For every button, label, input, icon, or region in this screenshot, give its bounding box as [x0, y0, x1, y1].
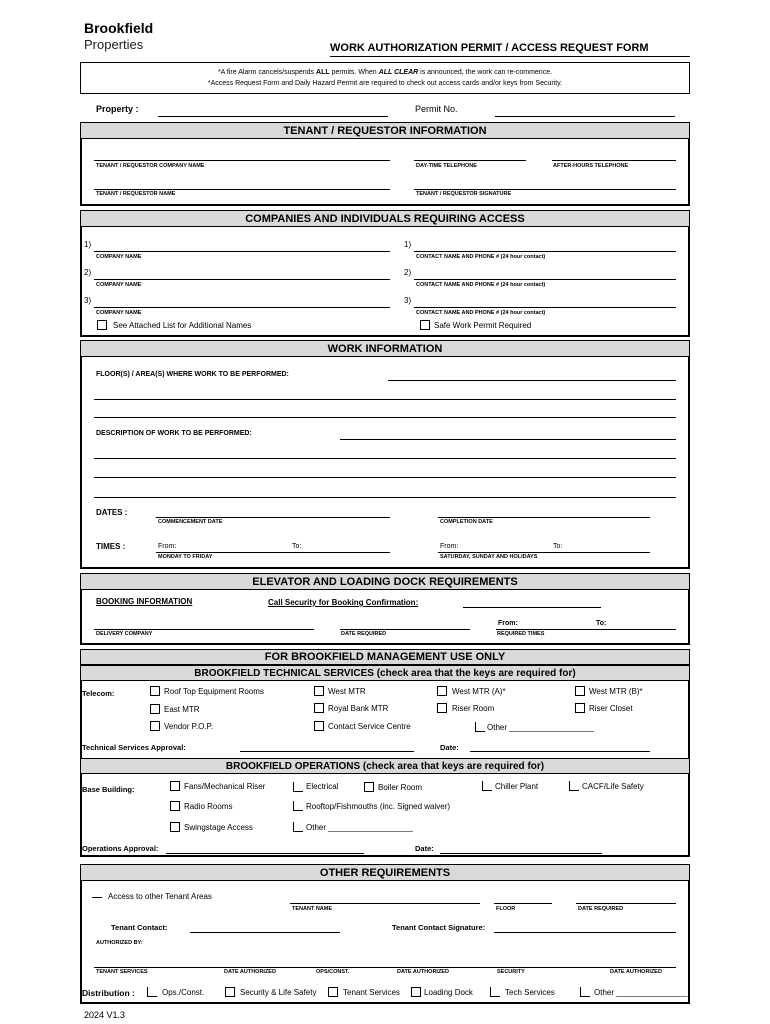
management-header: FOR BROOKFIELD MANAGEMENT USE ONLY	[80, 649, 690, 665]
version-label: 2024 V1.3	[84, 1010, 126, 1020]
riser-room-checkbox[interactable]	[437, 703, 447, 713]
elevator-header: ELEVATOR AND LOADING DOCK REQUIREMENTS	[80, 573, 690, 590]
contact-1-label: CONTACT NAME AND PHONE # (24 hour contact)	[416, 254, 546, 260]
dist-ops-checkbox[interactable]	[147, 987, 157, 997]
see-attached-label: See Attached List for Additional Names	[113, 321, 252, 330]
roof-top-checkbox[interactable]	[150, 686, 160, 696]
other-date-field[interactable]	[576, 903, 676, 904]
radio-rooms-checkbox[interactable]	[170, 801, 180, 811]
tech-other-label: Other ___________________	[487, 723, 594, 732]
delivery-company-field[interactable]	[94, 629, 314, 630]
contact-2-field[interactable]	[414, 279, 676, 280]
sig-ops-const: OPS/CONST.	[316, 969, 350, 975]
elevator-times-field[interactable]	[496, 629, 676, 630]
other-section	[80, 864, 690, 1004]
contact-row-1-num: 1)	[404, 240, 412, 249]
permit-field[interactable]	[495, 116, 675, 117]
dist-other-checkbox[interactable]	[580, 987, 590, 997]
company-2-label: COMPANY NAME	[96, 282, 142, 288]
company-row-3-num: 3)	[84, 296, 92, 305]
see-attached-checkbox[interactable]	[97, 320, 107, 330]
chiller-checkbox[interactable]	[482, 781, 492, 791]
royal-bank-label: Royal Bank MTR	[328, 704, 389, 713]
riser-room-label: Riser Room	[452, 704, 495, 713]
property-label: Property :	[96, 104, 139, 114]
tech-other-checkbox[interactable]	[475, 722, 485, 732]
companies-section	[80, 210, 690, 337]
contact-row-3-num: 3)	[404, 296, 412, 305]
floors-label: FLOOR(S) / AREA(S) WHERE WORK TO BE PERFORMED:	[96, 371, 289, 378]
dist-tenant-checkbox[interactable]	[328, 987, 338, 997]
dist-loading-label: Loading Dock	[424, 988, 473, 997]
floors-line-2[interactable]	[94, 399, 676, 400]
description-line-4[interactable]	[94, 497, 676, 498]
company-row-1-num: 1)	[84, 240, 92, 249]
tenant-company-field[interactable]	[94, 160, 390, 161]
description-field[interactable]	[340, 439, 676, 440]
authorized-by-label: AUTHORIZED BY:	[96, 940, 143, 946]
notice-line-1: *A fire Alarm cancels/suspends ALL permits. When ALL CLEAR is announced, the work can re-commence.	[217, 69, 553, 76]
companies-header: COMPANIES AND INDIVIDUALS REQUIRING ACCESS	[80, 210, 690, 227]
description-line-3[interactable]	[94, 477, 676, 478]
weekend-times-field[interactable]	[438, 552, 650, 553]
west-mtr-b-label: West MTR (B)*	[589, 687, 643, 696]
contact-service-checkbox[interactable]	[314, 721, 324, 731]
dist-tech-checkbox[interactable]	[490, 987, 500, 997]
electrical-checkbox[interactable]	[293, 782, 303, 792]
weekend-from-label: From:	[440, 543, 459, 550]
logo-properties: Properties	[84, 37, 144, 52]
contact-service-label: Contact Service Centre	[328, 722, 411, 731]
day-phone-field[interactable]	[414, 160, 526, 161]
west-mtr-label: West MTR	[328, 687, 366, 696]
floors-field[interactable]	[388, 380, 676, 381]
access-other-checkbox[interactable]	[92, 897, 102, 898]
sig-tenant-services: TENANT SERVICES	[96, 969, 148, 975]
vendor-pop-checkbox[interactable]	[150, 721, 160, 731]
ops-date-label: Date:	[415, 844, 434, 853]
work-header: WORK INFORMATION	[80, 340, 690, 357]
call-security-label: Call Security for Booking Confirmation:	[268, 598, 419, 607]
sig-date-3: DATE AUTHORIZED	[610, 969, 662, 975]
floor-label: FLOOR	[496, 906, 516, 912]
ops-approval-field[interactable]	[166, 853, 364, 854]
electrical-label: Electrical	[306, 782, 339, 791]
swingstage-checkbox[interactable]	[170, 822, 180, 832]
requestor-signature-label: TENANT / REQUESTOR SIGNATURE	[416, 191, 512, 197]
rooftop-label: Rooftop/Fishmouths (inc. Signed waiver)	[306, 802, 451, 811]
weekday-label: MONDAY TO FRIDAY	[158, 554, 213, 560]
tenant-contact-field[interactable]	[190, 932, 340, 933]
contact-3-field[interactable]	[414, 307, 676, 308]
booking-confirmation-field[interactable]	[463, 607, 601, 608]
floors-line-3[interactable]	[94, 417, 676, 418]
weekend-label: SATURDAY, SUNDAY AND HOLIDAYS	[440, 554, 538, 560]
contact-2-label: CONTACT NAME AND PHONE # (24 hour contact)	[416, 282, 546, 288]
company-1-field[interactable]	[94, 251, 390, 252]
floor-field[interactable]	[494, 903, 552, 904]
notice-line-2: *Access Request Form and Daily Hazard Permit are required to check out access cards and/or keys from Security.	[207, 80, 563, 87]
riser-closet-checkbox[interactable]	[575, 703, 585, 713]
requestor-name-label: TENANT / REQUESTOR NAME	[96, 191, 176, 197]
tenant-signature-label: Tenant Contact Signature:	[392, 923, 486, 932]
west-mtr-b-checkbox[interactable]	[575, 686, 585, 696]
distribution-label: Distribution :	[82, 988, 135, 998]
company-1-label: COMPANY NAME	[96, 254, 142, 260]
permit-label: Permit No.	[415, 104, 458, 114]
booking-label: BOOKING INFORMATION	[96, 597, 193, 606]
other-date-label: DATE REQUIRED	[578, 906, 624, 912]
tech-date-field[interactable]	[470, 751, 650, 752]
weekday-times-field[interactable]	[156, 552, 390, 553]
contact-row-2-num: 2)	[404, 268, 412, 277]
royal-bank-checkbox[interactable]	[314, 703, 324, 713]
dist-tenant-label: Tenant Services	[343, 988, 400, 997]
commencement-label: COMMENCEMENT DATE	[158, 519, 223, 525]
east-mtr-label: East MTR	[164, 705, 200, 714]
authorization-line[interactable]	[94, 967, 676, 968]
ops-header: BROOKFIELD OPERATIONS (check area that keys are required for)	[80, 758, 690, 774]
ops-approval-label: Operations Approval:	[82, 844, 159, 853]
sig-security: SECURITY	[497, 969, 525, 975]
ops-date-field[interactable]	[440, 853, 602, 854]
sig-date-1: DATE AUTHORIZED	[224, 969, 276, 975]
access-other-label: Access to other Tenant Areas	[108, 892, 212, 901]
elevator-date-field[interactable]	[340, 629, 470, 630]
riser-closet-label: Riser Closet	[589, 704, 633, 713]
delivery-company-label: DELIVERY COMPANY	[96, 631, 153, 637]
tech-approval-label: Technical Services Approval:	[82, 743, 186, 752]
tenant-header: TENANT / REQUESTOR INFORMATION	[80, 122, 690, 139]
weekday-to-label: To:	[292, 543, 302, 550]
weekday-from-label: From:	[158, 543, 177, 550]
elevator-to-label: To:	[596, 620, 607, 627]
dist-security-label: Security & Life Safety	[240, 988, 317, 997]
form-title: WORK AUTHORIZATION PERMIT / ACCESS REQUEST FORM	[330, 42, 649, 54]
description-line-2[interactable]	[94, 458, 676, 459]
tenant-name-field[interactable]	[290, 903, 480, 904]
other-header: OTHER REQUIREMENTS	[80, 864, 690, 881]
radio-rooms-label: Radio Rooms	[184, 802, 233, 811]
property-field[interactable]	[158, 116, 388, 117]
sig-date-2: DATE AUTHORIZED	[397, 969, 449, 975]
company-3-field[interactable]	[94, 307, 390, 308]
contact-1-field[interactable]	[414, 251, 676, 252]
fans-label: Fans/Mechanical Riser	[184, 782, 266, 791]
dist-tech-label: Tech Services	[505, 988, 555, 997]
vendor-pop-label: Vendor P.O.P.	[164, 722, 214, 731]
tech-header: BROOKFIELD TECHNICAL SERVICES (check area that the keys are required for)	[80, 665, 690, 681]
dist-other-label: Other ________________	[594, 988, 688, 997]
rooftop-checkbox[interactable]	[293, 801, 303, 811]
telecom-label: Telecom:	[82, 689, 115, 698]
company-2-field[interactable]	[94, 279, 390, 280]
dist-loading-checkbox[interactable]	[411, 987, 421, 997]
ops-other-checkbox[interactable]	[293, 822, 303, 832]
weekend-to-label: To:	[553, 543, 563, 550]
swingstage-label: Swingstage Access	[184, 823, 253, 832]
boiler-label: Boiler Room	[378, 783, 423, 792]
times-label: TIMES :	[96, 542, 126, 551]
requestor-name-field[interactable]	[94, 189, 390, 190]
dates-label: DATES :	[96, 508, 128, 517]
west-mtr-a-checkbox[interactable]	[437, 686, 447, 696]
safe-work-checkbox[interactable]	[420, 320, 430, 330]
tech-approval-field[interactable]	[240, 751, 414, 752]
tech-date-label: Date:	[440, 743, 459, 752]
dist-ops-label: Ops./Const.	[162, 988, 205, 997]
ops-other-label: Other ___________________	[306, 823, 413, 832]
contact-3-label: CONTACT NAME AND PHONE # (24 hour contact)	[416, 310, 546, 316]
requestor-signature-field[interactable]	[414, 189, 676, 190]
description-label: DESCRIPTION OF WORK TO BE PERFORMED:	[96, 430, 252, 437]
east-mtr-checkbox[interactable]	[150, 704, 160, 714]
tenant-signature-field[interactable]	[494, 932, 676, 933]
west-mtr-checkbox[interactable]	[314, 686, 324, 696]
elevator-times-label: REQUIRED TIMES	[497, 631, 545, 637]
roof-top-label: Roof Top Equipment Rooms	[164, 687, 264, 696]
after-phone-field[interactable]	[552, 160, 676, 161]
safe-work-label: Safe Work Permit Required	[434, 321, 532, 330]
completion-field[interactable]	[438, 517, 650, 518]
day-phone-label: DAY-TIME TELEPHONE	[416, 163, 477, 169]
commencement-field[interactable]	[156, 517, 390, 518]
company-3-label: COMPANY NAME	[96, 310, 142, 316]
logo-brookfield: Brookfield	[84, 20, 154, 36]
elevator-from-label: From:	[498, 620, 518, 627]
tenant-company-label: TENANT / REQUESTOR COMPANY NAME	[96, 163, 205, 169]
elevator-date-label: DATE REQUIRED	[341, 631, 387, 637]
fans-checkbox[interactable]	[170, 781, 180, 791]
base-building-label: Base Building:	[82, 785, 135, 794]
west-mtr-a-label: West MTR (A)*	[452, 687, 506, 696]
tenant-name-label: TENANT NAME	[292, 906, 333, 912]
completion-label: COMPLETION DATE	[440, 519, 493, 525]
dist-security-checkbox[interactable]	[225, 987, 235, 997]
tenant-contact-label: Tenant Contact:	[111, 923, 168, 932]
company-row-2-num: 2)	[84, 268, 92, 277]
boiler-checkbox[interactable]	[364, 782, 374, 792]
notice-box	[80, 62, 690, 94]
cacf-label: CACF/Life Safety	[582, 782, 644, 791]
cacf-checkbox[interactable]	[569, 781, 579, 791]
chiller-label: Chiller Plant	[495, 782, 539, 791]
after-phone-label: AFTER-HOURS TELEPHONE	[553, 163, 629, 169]
